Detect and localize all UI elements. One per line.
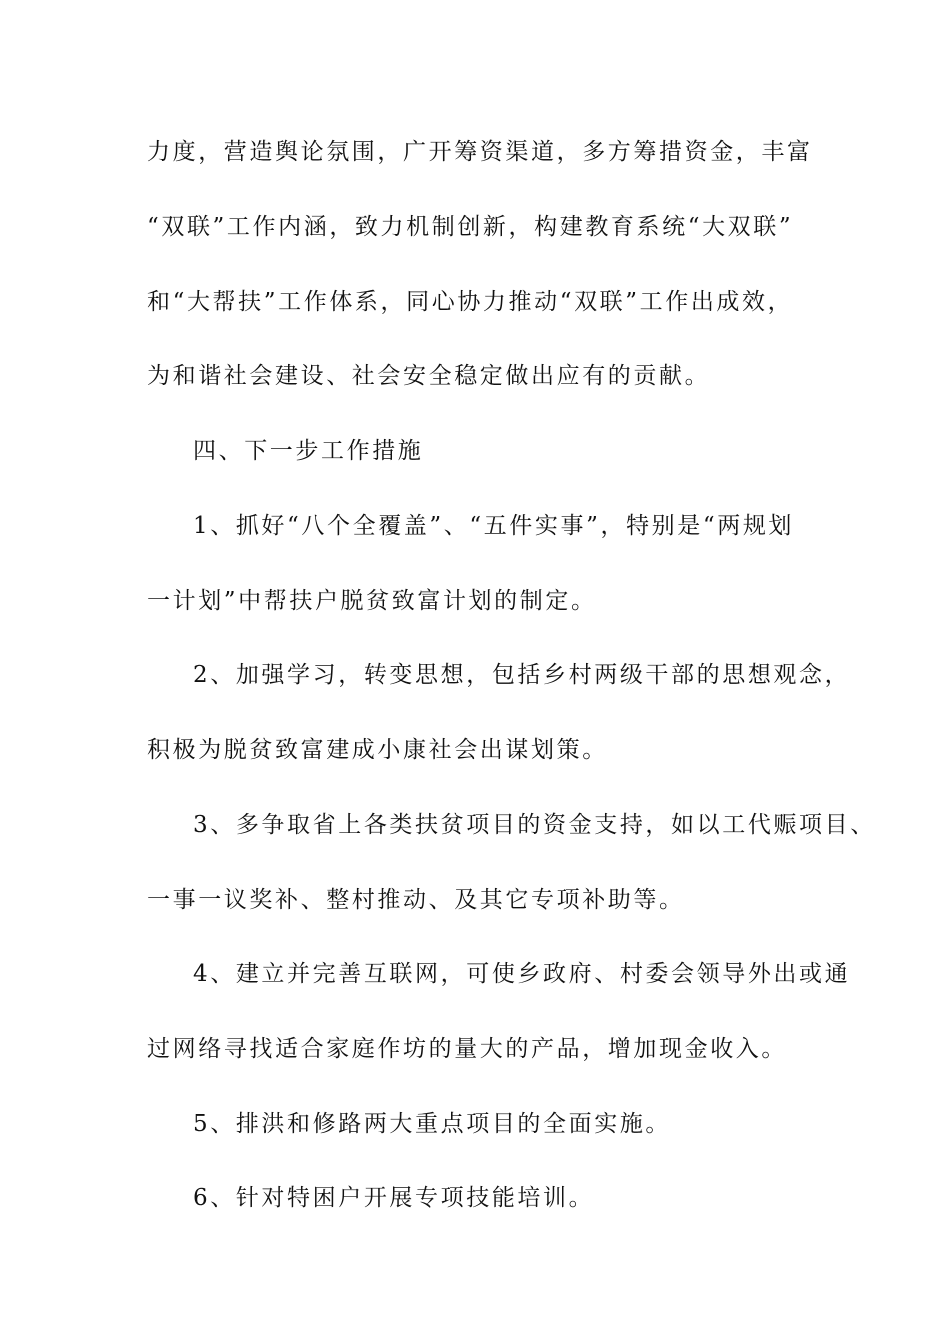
text-line: 力度，营造舆论氛围，广开筹资渠道，多方筹措资金，丰富 — [147, 139, 813, 165]
text-line: 积极为脱贫致富建成小康社会出谋划策。 — [147, 737, 608, 763]
list-item-6: 6、针对特困户开展专项技能培训。 — [193, 1185, 595, 1211]
list-item-1: 1、抓好“八个全覆盖”、“五件实事”，特别是“两规划 — [193, 513, 795, 539]
text-line: “双联”工作内涵，致力机制创新，构建教育系统“大双联” — [147, 214, 794, 240]
list-item-4: 4、建立并完善互联网，可使乡政府、村委会领导外出或通 — [193, 961, 851, 987]
text-line: 和“大帮扶”工作体系，同心协力推动“双联”工作出成效， — [147, 289, 794, 315]
text-line: 过网络寻找适合家庭作坊的量大的产品，增加现金收入。 — [147, 1036, 787, 1062]
list-item-2: 2、加强学习，转变思想，包括乡村两级干部的思想观念， — [193, 662, 851, 688]
list-item-3: 3、多争取省上各类扶贫项目的资金支持，如以工代赈项目、 — [193, 812, 876, 838]
text-line: 一事一议奖补、整村推动、及其它专项补助等。 — [147, 887, 685, 913]
section-heading: 四、下一步工作措施 — [193, 438, 424, 464]
list-item-5: 5、排洪和修路两大重点项目的全面实施。 — [193, 1111, 672, 1137]
text-line: 为和谐社会建设、社会安全稳定做出应有的贡献。 — [147, 363, 711, 389]
text-line: 一计划”中帮扶户脱贫致富计划的制定。 — [147, 588, 597, 614]
